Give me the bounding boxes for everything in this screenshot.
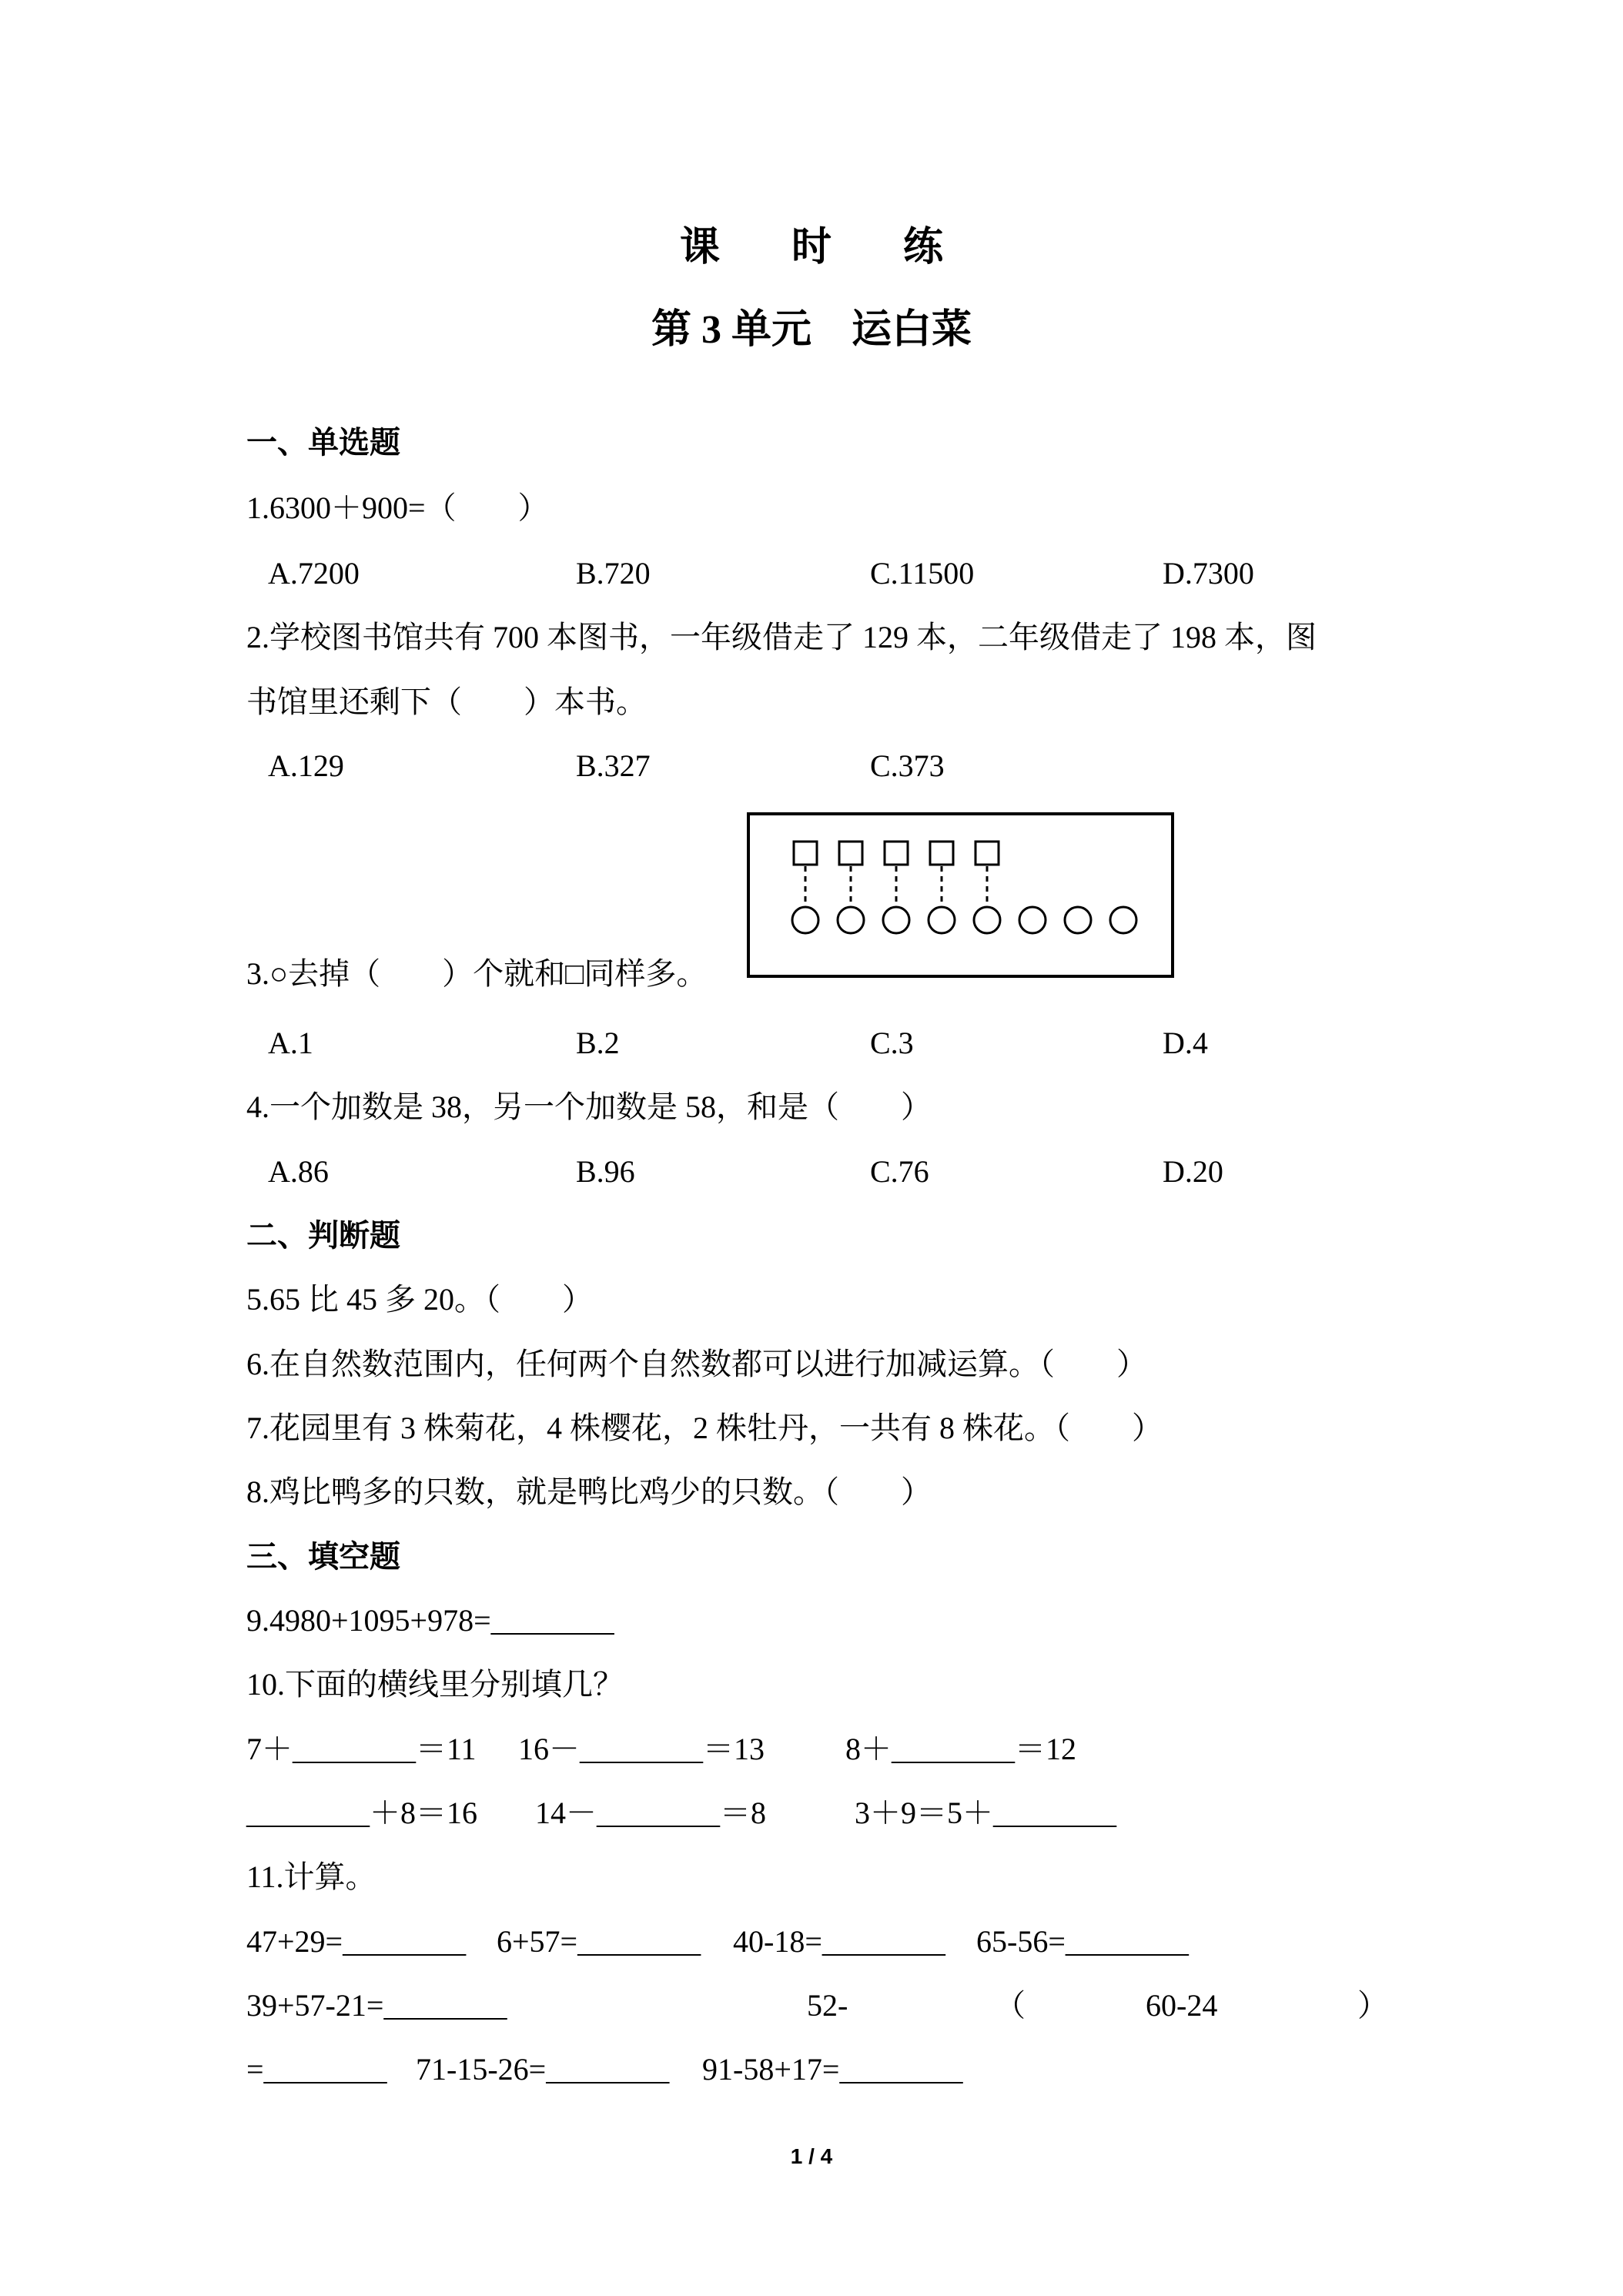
q1-option-b: B.720 <box>576 556 651 591</box>
q11-calc-2: 6+57=________ <box>497 1924 701 1959</box>
question-8: 8.鸡比鸭多的只数，就是鸭比鸡少的只数。（ ） <box>246 1474 932 1509</box>
question-10-stem: 10.下面的横线里分别填几？ <box>246 1667 624 1702</box>
q3-option-d: D.4 <box>1163 1026 1208 1060</box>
square-3 <box>885 842 908 865</box>
question-11-stem: 11.计算。 <box>246 1859 376 1894</box>
question-1-stem: 1.6300＋900=（ ） <box>246 490 549 525</box>
circle-5 <box>974 907 1000 933</box>
circle-1 <box>792 907 818 933</box>
section-heading-fill-blank: 三、填空题 <box>246 1539 400 1574</box>
question-4-stem: 4.一个加数是 38，另一个加数是 58，和是（ ） <box>246 1089 932 1124</box>
question-9: 9.4980+1095+978=________ <box>246 1603 614 1638</box>
circle-3 <box>883 907 909 933</box>
q3-option-c: C.3 <box>870 1026 914 1060</box>
q11-calc-6-part-a: 52- <box>807 1988 848 2023</box>
question-6: 6.在自然数范围内，任何两个自然数都可以进行加减运算。（ ） <box>246 1347 1147 1381</box>
q3-option-b: B.2 <box>576 1026 620 1060</box>
q10-blank-1: 7＋________＝11 <box>246 1732 477 1766</box>
q11-calc-5: 39+57-21=________ <box>246 1988 507 2023</box>
q11-calc-8: 91-58+17=________ <box>702 2052 963 2087</box>
q10-blank-4: ________＋8＝16 <box>246 1796 477 1830</box>
section-heading-single-choice: 一、单选题 <box>246 425 400 460</box>
q10-blank-3: 8＋________＝12 <box>845 1732 1076 1766</box>
q11-calc-6-inner: 60-24 <box>1146 1988 1218 2023</box>
circle-2 <box>838 907 864 933</box>
unit-subtitle: 第 3 单元 运白菜 <box>651 308 972 352</box>
question-2-stem-line2: 书馆里还剩下（ ）本书。 <box>246 684 647 719</box>
square-1 <box>794 842 817 865</box>
q4-option-b: B.96 <box>576 1154 635 1189</box>
q10-blank-2: 16－________＝13 <box>518 1732 765 1766</box>
matching-diagram <box>750 815 1171 975</box>
page-number: 1 / 4 <box>790 2144 833 2168</box>
q11-calc-3: 40-18=________ <box>733 1924 945 1959</box>
question-7: 7.花园里有 3 株菊花，4 株樱花，2 株牡丹，一共有 8 株花。（ ） <box>246 1411 1163 1445</box>
q11-calc-1: 47+29=________ <box>246 1924 467 1959</box>
q2-option-b: B.327 <box>576 748 651 783</box>
q4-option-c: C.76 <box>870 1154 929 1189</box>
q4-option-d: D.20 <box>1163 1154 1223 1189</box>
q11-calc-6-answer: =________ <box>246 2052 387 2087</box>
circle-7 <box>1065 907 1091 933</box>
q1-option-d: D.7300 <box>1163 556 1254 591</box>
q2-option-c: C.373 <box>870 748 945 783</box>
q11-calc-6-close-paren: ） <box>1357 1988 1388 2023</box>
q10-blank-6: 3＋9＝5＋________ <box>855 1796 1116 1830</box>
question-5: 5.65 比 45 多 20。（ ） <box>246 1282 593 1317</box>
question-2-stem-line1: 2.学校图书馆共有 700 本图书，一年级借走了 129 本，二年级借走了 198 本，图 <box>246 620 1317 654</box>
q4-option-a: A.86 <box>268 1154 329 1189</box>
question-3-stem: 3.○去掉（ ）个就和□同样多。 <box>246 956 708 991</box>
worksheet-title: 课 时 练 <box>679 226 974 269</box>
q3-option-a: A.1 <box>268 1026 313 1060</box>
square-4 <box>930 842 953 865</box>
q2-option-a: A.129 <box>268 748 344 783</box>
circle-6 <box>1019 907 1046 933</box>
squares-circles-figure <box>747 812 1174 978</box>
square-2 <box>839 842 862 865</box>
q1-option-a: A.7200 <box>268 556 360 591</box>
q1-option-c: C.11500 <box>870 556 975 591</box>
q11-calc-7: 71-15-26=________ <box>416 2052 670 2087</box>
circle-4 <box>929 907 955 933</box>
circle-8 <box>1110 907 1136 933</box>
square-5 <box>975 842 999 865</box>
q11-calc-6-open-paren: （ <box>995 1988 1026 2023</box>
q11-calc-4: 65-56=________ <box>976 1924 1189 1959</box>
q10-blank-5: 14－________＝8 <box>535 1796 766 1830</box>
section-heading-true-false: 二、判断题 <box>246 1218 400 1253</box>
